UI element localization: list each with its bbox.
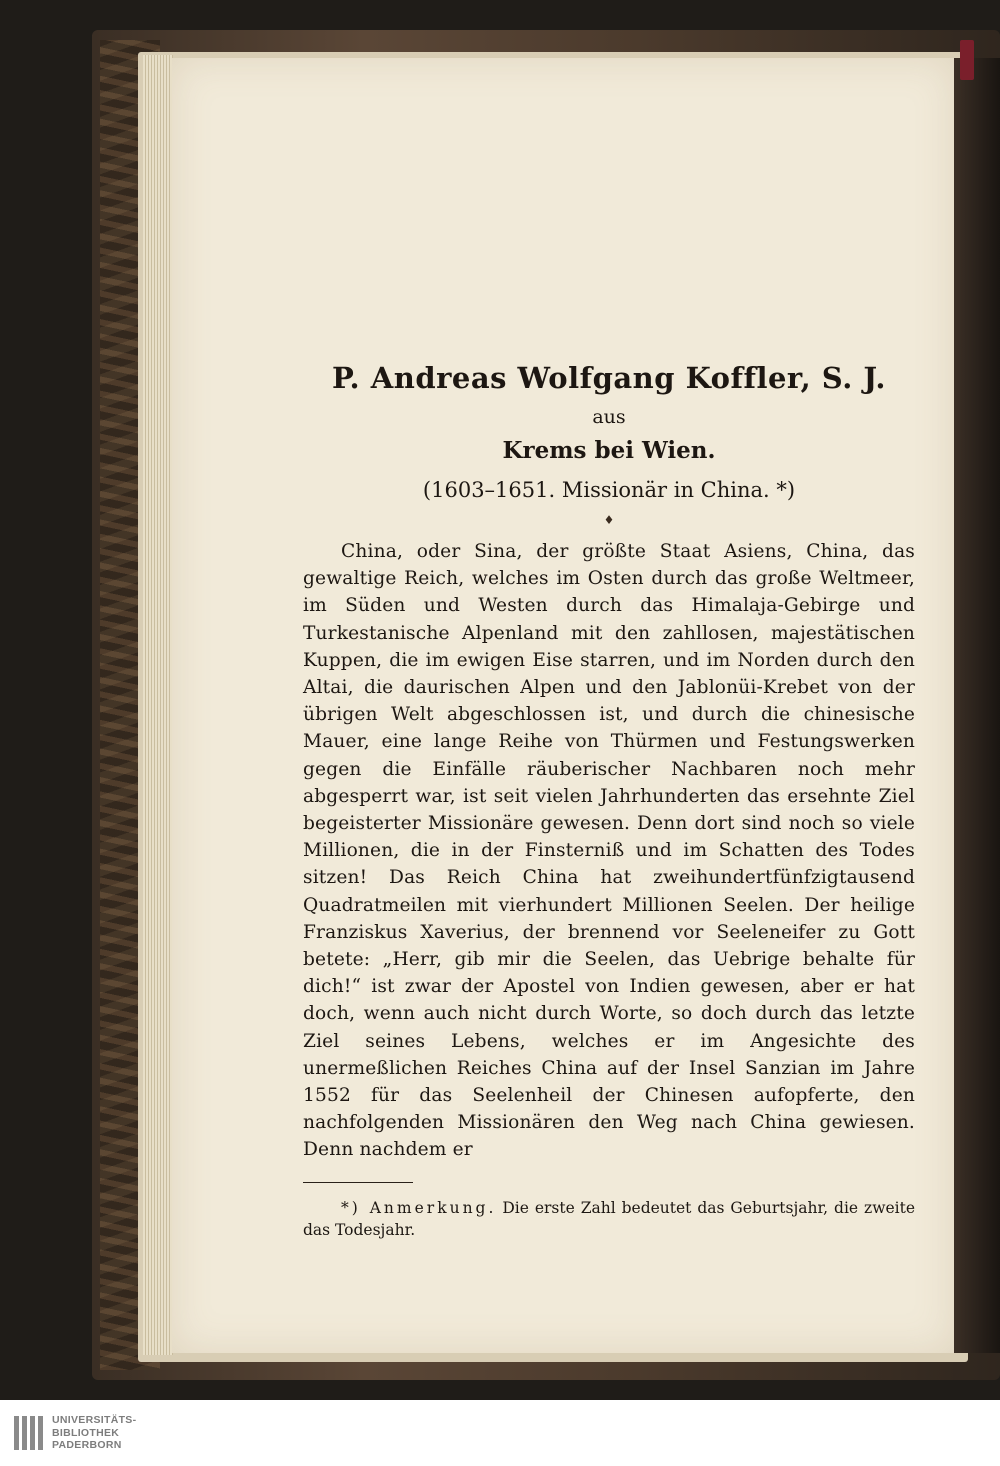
body-paragraph: China, oder Sina, der größte Staat Asiens, China, das gewaltige Reich, welches im Osten durch das große Weltmeer, im Süden und Westen durch das Himalaja-Gebirge und Turkestanische Alpenland mit den zahllosen, majestätischen Kuppen, die im ewigen Eise starren, und im Norden durch den Altai, die daurischen Alpen und den Jablonüi-Krebet von der übrigen Welt abgeschlossen ist, und durch die chinesische Mauer, eine lange Reihe von Thürmen und Festungswerken gegen die Einfälle räuberischer Nachbaren noch mehr abgesperrt war, ist seit vielen Jahrhunderten das ersehnte Ziel begeisterter Missionäre gewesen. Denn dort sind noch so viele Millionen, die in der Finsterniß und im Schatten des Todes sitzen! Das Reich China hat zweihundertfünfzigtausend Quadratmeilen mit vierhundert Millionen Seelen. Der heilige Franziskus Xaverius, der brennend vor Seeleneifer zu Gott betete: „Herr, gib mir die Seelen, das Uebrige behalte für dich!“ ist zwar der Apostel von Indien gewesen, aber er hat doch, wenn auch nicht durch Worte, so doch durch das letzte Ziel seines Lebens, welches er im Angesichte des unermeßlichen Reiches China auf der Insel Sanzian im Jahre 1552 für das Seelenheil der Chinesen aufopferte, den nachfolgenden Missionären den Weg nach China gewiesen. Denn nachdem er <box>303 541 915 1161</box>
book-right-edge <box>954 58 1000 1353</box>
library-logo-icon <box>14 1416 44 1450</box>
library-footer <box>0 1400 1000 1466</box>
ornament-icon: ♦ <box>603 513 615 527</box>
bookmark-ribbon <box>960 40 974 80</box>
page-content <box>303 360 915 1257</box>
chapter-from: aus <box>592 406 626 428</box>
footnote-label: *) Anmerkung. <box>341 1199 497 1218</box>
library-name-line-3: PADERBORN <box>52 1439 122 1451</box>
footnote-divider <box>303 1182 413 1183</box>
footnote <box>303 1197 915 1241</box>
footnote-text: Die erste Zahl bedeutet das Geburtsjahr, die zweite das Todesjahr. <box>303 1199 915 1240</box>
library-name-line-1: UNIVERSITÄTS- <box>52 1414 137 1426</box>
library-name-line-2: BIBLIOTHEK <box>52 1426 120 1439</box>
page-edges <box>143 55 173 1355</box>
chapter-dates: (1603–1651. Missionär in China. *) <box>422 478 796 502</box>
chapter-title: P. Andreas Wolfgang Koffler, S. J. <box>332 361 886 395</box>
chapter-place: Krems bei Wien. <box>502 437 716 464</box>
library-name <box>52 1414 136 1452</box>
